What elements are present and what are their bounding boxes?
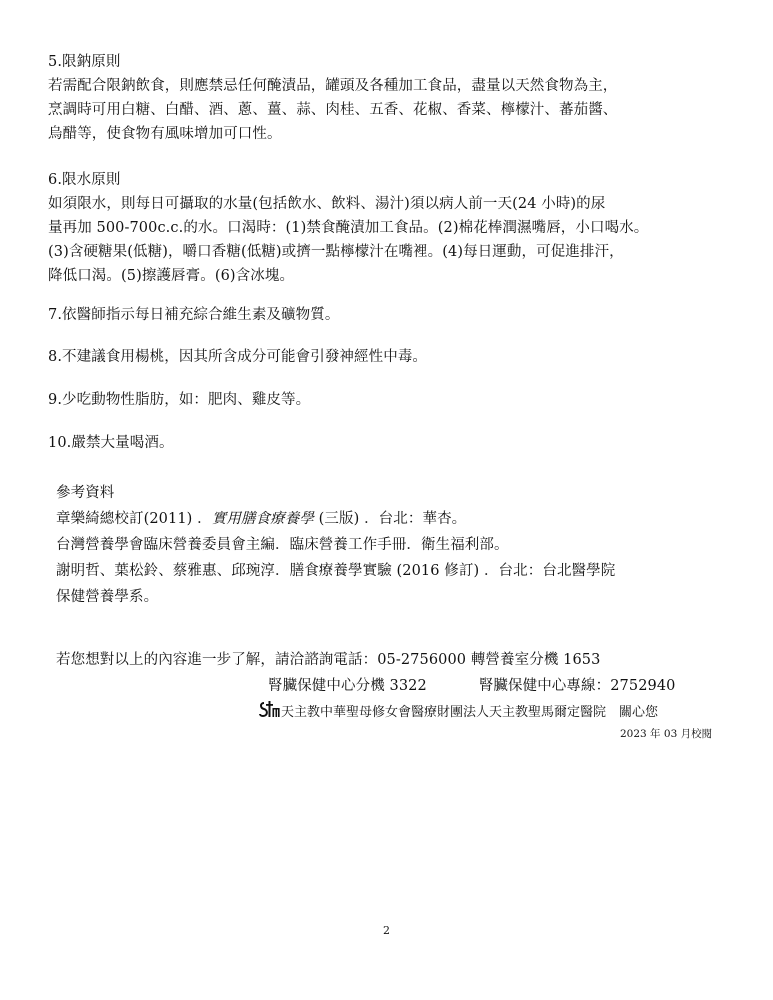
references-section	[56, 480, 746, 610]
references-title: 參考資料	[56, 485, 115, 501]
paragraph-line: 量再加 500-700c.c.的水。口渴時：(1)禁食醃漬加工食品。(2)棉花棒潤濕嘴唇，小口喝水。	[48, 220, 649, 236]
paragraph-line: 降低口渴。(5)擦護唇膏。(6)含冰塊。	[48, 268, 295, 284]
item-alcohol: 10.嚴禁大量喝酒。	[48, 435, 174, 451]
section-title: 5.限鈉原則	[48, 54, 121, 70]
page-number: 2	[383, 924, 390, 937]
hospital-signature	[258, 700, 658, 724]
contact-phone-line: 若您想對以上的內容進一步了解，請洽諮詢電話：05-2756000 轉營養室分機 1653	[56, 652, 601, 668]
paragraph-line: 如須限水，則每日可攝取的水量(包括飲水、飲料、湯汁)須以病人前一天(24 小時)的尿	[48, 196, 606, 212]
section-water-restriction	[48, 168, 728, 288]
revision-date: 2023 年 03 月校閱	[620, 728, 713, 740]
paragraph-line: (3)含硬糖果(低糖)，嚼口香糖(低糖)或擠一點檸檬汁在嘴裡。(4)每日運動，可促進排汗，	[48, 244, 624, 260]
hospital-logo-icon	[258, 700, 280, 720]
paragraph-line: 烹調時可用白糖、白醋、酒、蔥、薑、蒜、肉桂、五香、花椒、香菜、檸檬汁、蕃茄醬、	[48, 102, 618, 118]
reference-item: 謝明哲、葉松鈴、蔡雅惠、邱琬淳．膳食療養學實驗 (2016 修訂) ．台北：台北醫學院	[56, 563, 616, 579]
paragraph-line: 烏醋等，使食物有風味增加可口性。	[48, 126, 282, 142]
section-title: 6.限水原則	[48, 172, 121, 188]
reference-book-title: 實用膳食療養學	[211, 511, 314, 527]
hospital-name: 天主教中華聖母修女會醫療財團法人天主教聖馬爾定醫院 關心您	[281, 705, 659, 720]
paragraph-line: 若需配合限鈉飲食，則應禁忌任何醃漬品，罐頭及各種加工食品，盡量以天然食物為主，	[48, 78, 618, 94]
reference-item-continued: 保健營養學系。	[56, 589, 159, 605]
item-vitamins: 7.依醫師指示每日補充綜合維生素及礦物質。	[48, 307, 340, 323]
item-animal-fat: 9.少吃動物性脂肪，如：肥肉、雞皮等。	[48, 392, 311, 408]
contact-extensions	[268, 674, 676, 698]
kidney-center-extension: 腎臟保健中心分機 3322	[268, 678, 427, 694]
kidney-center-hotline: 腎臟保健中心專線：2752940	[478, 678, 676, 694]
reference-text: (三版) ．台北：華杏。	[313, 511, 467, 527]
reference-item	[56, 506, 746, 532]
reference-item: 台灣營養學會臨床營養委員會主編．臨床營養工作手冊．衛生福利部。	[56, 537, 509, 553]
section-sodium-restriction	[48, 50, 728, 146]
reference-text: 章樂綺總校訂(2011) ．	[56, 511, 212, 527]
item-starfruit: 8.不建議食用楊桃，因其所含成分可能會引發神經性中毒。	[48, 349, 428, 365]
